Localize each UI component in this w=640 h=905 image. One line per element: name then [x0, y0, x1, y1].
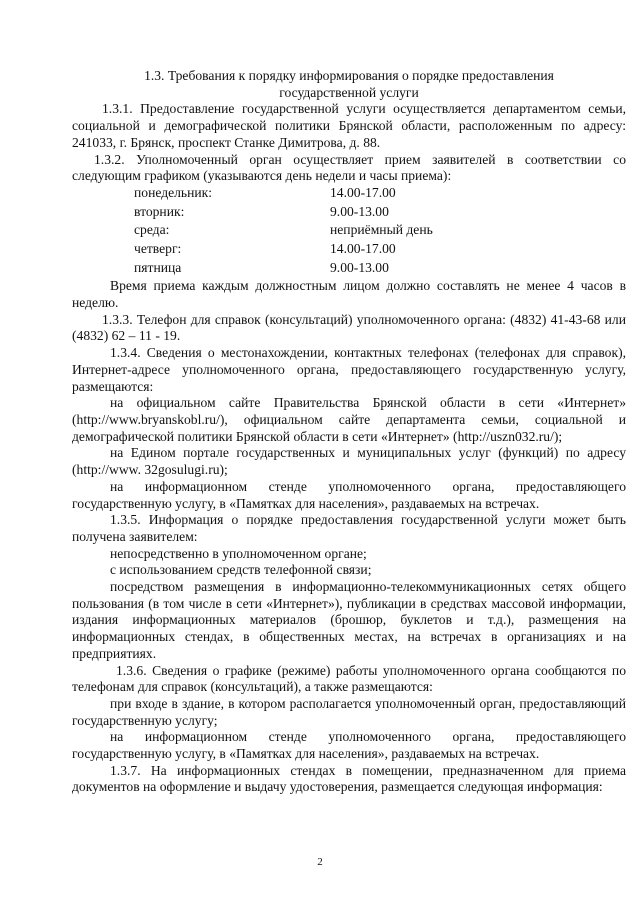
schedule-day: вторник:	[134, 203, 185, 219]
paragraph-1-3-5-networks: посредством размещения в информационно-телекоммуникационных сетях общего пользования (в том числе в сети «Интернет»), публикации в средствах массовой информации, издания информационных материалов (брошюр, буклетов и т.д.), размещения на информационных стендах, в общественных местах, на встречах в организациях и на предприятиях.	[72, 579, 626, 661]
schedule-day: четверг:	[134, 240, 182, 256]
schedule-day: пятница	[134, 259, 182, 275]
paragraph-reception-time: Время приема каждым должностным лицом должно составлять не менее 4 часов в неделю.	[72, 278, 626, 311]
paragraph-1-3-6-entrance: при входе в здание, в котором располагается уполномоченный орган, предоставляющий государственную услугу;	[72, 695, 626, 728]
paragraph-1-3-4-official-sites: на официальном сайте Правительства Брянской области в сети «Интернет» (http://www.bryanskobl.ru/), официальном сайте департамента семьи, социальной и демографической политики Брянской области в сети «Интернет» (http://uszn032.ru/);	[72, 395, 626, 444]
reception-schedule-table	[134, 185, 433, 278]
paragraph-1-3-4: 1.3.4. Сведения о местонахождении, контактных телефонах (телефонах для справок), Интернет-адресе уполномоченного органа, предоставляющего государственную услугу, размещаются:	[72, 345, 626, 394]
paragraph-1-3-7: 1.3.7. На информационных стендах в помещении, предназначенном для приема документов на оформление и выдачу удостоверения, размещается следующая информация:	[72, 762, 626, 795]
paragraph-1-3-6-info-stand: на информационном стенде уполномоченного органа, предоставляющего государственную услугу, в «Памятках для населения», раздаваемых на встречах.	[72, 729, 626, 762]
page-number: 2	[317, 856, 323, 868]
schedule-hours: 9.00-13.00	[330, 259, 389, 275]
paragraph-1-3-2: 1.3.2. Уполномоченный орган осуществляет прием заявителей в соответствии со следующим графиком (указываются день недели и часы приема):	[72, 151, 626, 184]
schedule-hours: 14.00-17.00	[330, 184, 396, 200]
paragraph-1-3-4-unified-portal: на Едином портале государственных и муниципальных услуг (функций) по адресу (http://www. 32gosulugi.ru);	[72, 445, 626, 478]
paragraph-1-3-5-phone: с использованием средств телефонной связи;	[110, 562, 372, 578]
schedule-row	[134, 241, 433, 260]
paragraph-1-3-5-direct: непосредственно в уполномоченном органе;	[110, 545, 367, 561]
schedule-hours: 14.00-17.00	[330, 240, 396, 256]
paragraph-1-3-5: 1.3.5. Информация о порядке предоставления государственной услуги может быть получена заявителем:	[72, 512, 626, 544]
schedule-row	[134, 260, 433, 279]
section-heading-line-1: 1.3. Требования к порядку информирования о порядке предоставления	[144, 68, 554, 83]
paragraph-1-3-6: 1.3.6. Сведения о графике (режиме) работы уполномоченного органа сообщаются по телефонам для справок (консультаций), а также размещаются:	[72, 662, 626, 695]
schedule-day: понедельник:	[134, 184, 213, 200]
paragraph-1-3-3: 1.3.3. Телефон для справок (консультаций) уполномоченного органа: (4832) 41-43-68 или (4832) 62 – 11 - 19.	[72, 311, 626, 344]
schedule-hours: 9.00-13.00	[330, 203, 389, 219]
schedule-hours: неприёмный день	[330, 222, 433, 238]
paragraph-1-3-1: 1.3.1. Предоставление государственной услуги осуществляется департаментом семьи, социальной и демографической политики Брянской области, расположенным по адресу: 241033, г. Брянск, проспект Станке Димитрова, д. 88.	[72, 101, 626, 150]
schedule-row	[134, 185, 433, 204]
section-heading-line-2: государственной услуги	[279, 84, 419, 100]
section-heading	[72, 68, 626, 101]
schedule-row	[134, 222, 433, 241]
document-page	[72, 68, 626, 796]
schedule-row	[134, 204, 433, 223]
paragraph-1-3-4-info-stand: на информационном стенде уполномоченного органа, предоставляющего государственную услугу, в «Памятках для населения», раздаваемых на встречах.	[72, 478, 626, 511]
schedule-day: среда:	[134, 222, 170, 238]
